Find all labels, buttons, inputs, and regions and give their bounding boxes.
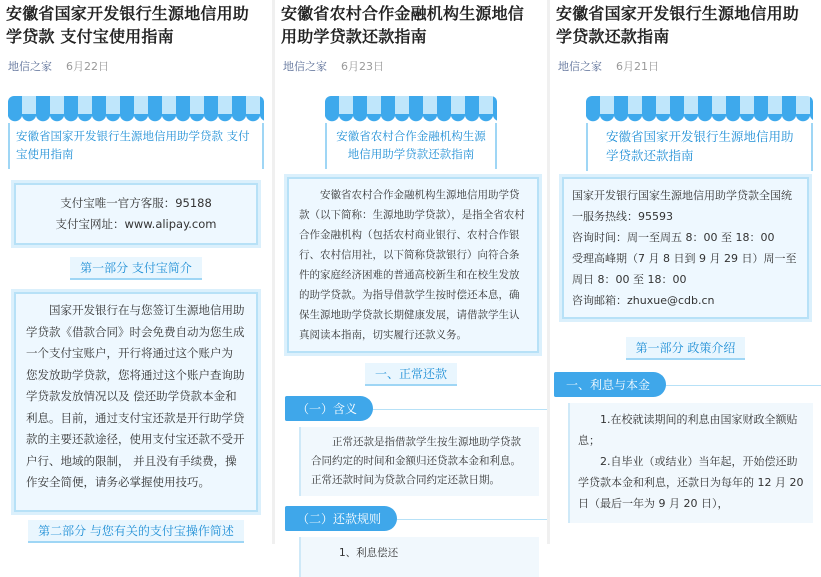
awning-decoration: [8, 96, 264, 114]
article-title[interactable]: 安徽省国家开发银行生源地信用助学贷款 支付宝使用指南: [6, 4, 250, 46]
banner-title: 安徽省国家开发银行生源地信用助学贷款 支付宝使用指南: [8, 123, 264, 169]
contact-hotline: 国家开发银行国家生源地信用助学贷款全国统一服务热线：95593: [572, 189, 792, 223]
contact-box: [562, 177, 809, 319]
article-column-alipay-guide: [0, 0, 272, 544]
meaning-panel: [299, 427, 539, 496]
article-meta: [275, 58, 547, 74]
publish-date: 6月22日: [66, 60, 109, 73]
rules-panel: [299, 537, 539, 577]
info-box: [14, 183, 258, 245]
contact-peak-hours: 受理高峰期（7 月 8 日到 9 月 29 日）周一至周日 8：00 至 18：00: [572, 252, 797, 286]
article-column-rural-repayment: [275, 0, 547, 559]
subsection-tag: （一）含义: [285, 396, 547, 421]
article-title[interactable]: 安徽省国家开发银行生源地信用助学贷款还款指南: [556, 4, 800, 46]
contact-hours: 咨询时间：周一至周五 8：00 至 18：00: [572, 231, 775, 244]
policy-item-2: 2.自毕业（或结业）当年起，开始偿还助学贷款本金和利息，还款日为每年的 12 月 20 日（最后一年为 9 月 20 日），: [578, 455, 804, 510]
policy-item-1: 1.在校就读期间的利息由国家财政全额贴息；: [578, 413, 798, 447]
meaning-text: 正常还款是指借款学生按生源地助学贷款合同约定的时间和金额归还贷款本金和利息。正常还款时间为贷款合同约定还款日期。: [311, 436, 521, 486]
section-heading: 第一部分 支付宝简介: [0, 257, 272, 280]
section-heading-2: 第二部分 与您有关的支付宝操作简述: [0, 520, 272, 543]
publish-date: 6月21日: [616, 60, 659, 73]
banner: [325, 96, 497, 169]
banner-title: 安徽省农村合作金融机构生源地信用助学贷款还款指南: [325, 123, 497, 169]
banner: [8, 96, 264, 169]
subsection-tag: 一、利息与本金: [554, 372, 821, 397]
intro-box: [287, 177, 539, 353]
contact-email[interactable]: 咨询邮箱：zhuxue@cdb.cn: [572, 294, 715, 307]
author-link[interactable]: 地信之家: [558, 60, 602, 73]
section-heading: 一、正常还款: [275, 363, 547, 386]
author-link[interactable]: 地信之家: [8, 60, 52, 73]
awning-decoration: [586, 96, 813, 114]
policy-panel: [568, 403, 813, 523]
article-column-cdb-repayment: [550, 0, 821, 544]
intro-text: 安徽省农村合作金融机构生源地信用助学贷款（以下简称：生源地助学贷款），是指全省农村合作金融机构（包括农村商业银行、农村合作银行、农村信用社，以下简称贷款银行）向符合条件的家庭经济困难的普通高校新生和在校生发放的助学贷款。为指导借款学生按时偿还本息，确保生源地助学贷款长期健康发展，请借款学生认真阅读本指南，切实履行还款义务。: [299, 189, 525, 341]
banner-title: 安徽省国家开发银行生源地信用助学贷款还款指南: [586, 123, 813, 171]
author-link[interactable]: 地信之家: [283, 60, 327, 73]
banner: [586, 96, 813, 171]
article-meta: [550, 58, 821, 74]
publish-date: 6月23日: [341, 60, 384, 73]
info-line-website: 支付宝网址：www.alipay.com: [55, 217, 217, 231]
rule-item: 1、利息偿还: [339, 547, 399, 559]
body-box: [14, 292, 258, 512]
subsection-tag-2: （二）还款规则: [285, 506, 547, 531]
article-title[interactable]: 安徽省农村合作金融机构生源地信用助学贷款还款指南: [281, 4, 525, 46]
section-heading: 第一部分 政策介绍: [550, 337, 821, 360]
body-text: 国家开发银行在与您签订生源地信用助学贷款《借款合同》时会免费自动为您生成一个支付宝账户，开行将通过这个账户为 您发放助学贷款，您将通过这个账户查询助学贷款发放情况以及 偿还助学贷款本金和利息。目前，通过支付宝还款是开行助学贷 款的主要还款途径，使用支付宝还款不受开户行、地域的限制， 并且没有手续费，操作安全简便，请务必掌握使用技巧。: [26, 303, 245, 489]
article-meta: [0, 58, 272, 74]
awning-decoration: [325, 96, 497, 114]
info-line-service: 支付宝唯一官方客服：95188: [60, 196, 212, 210]
